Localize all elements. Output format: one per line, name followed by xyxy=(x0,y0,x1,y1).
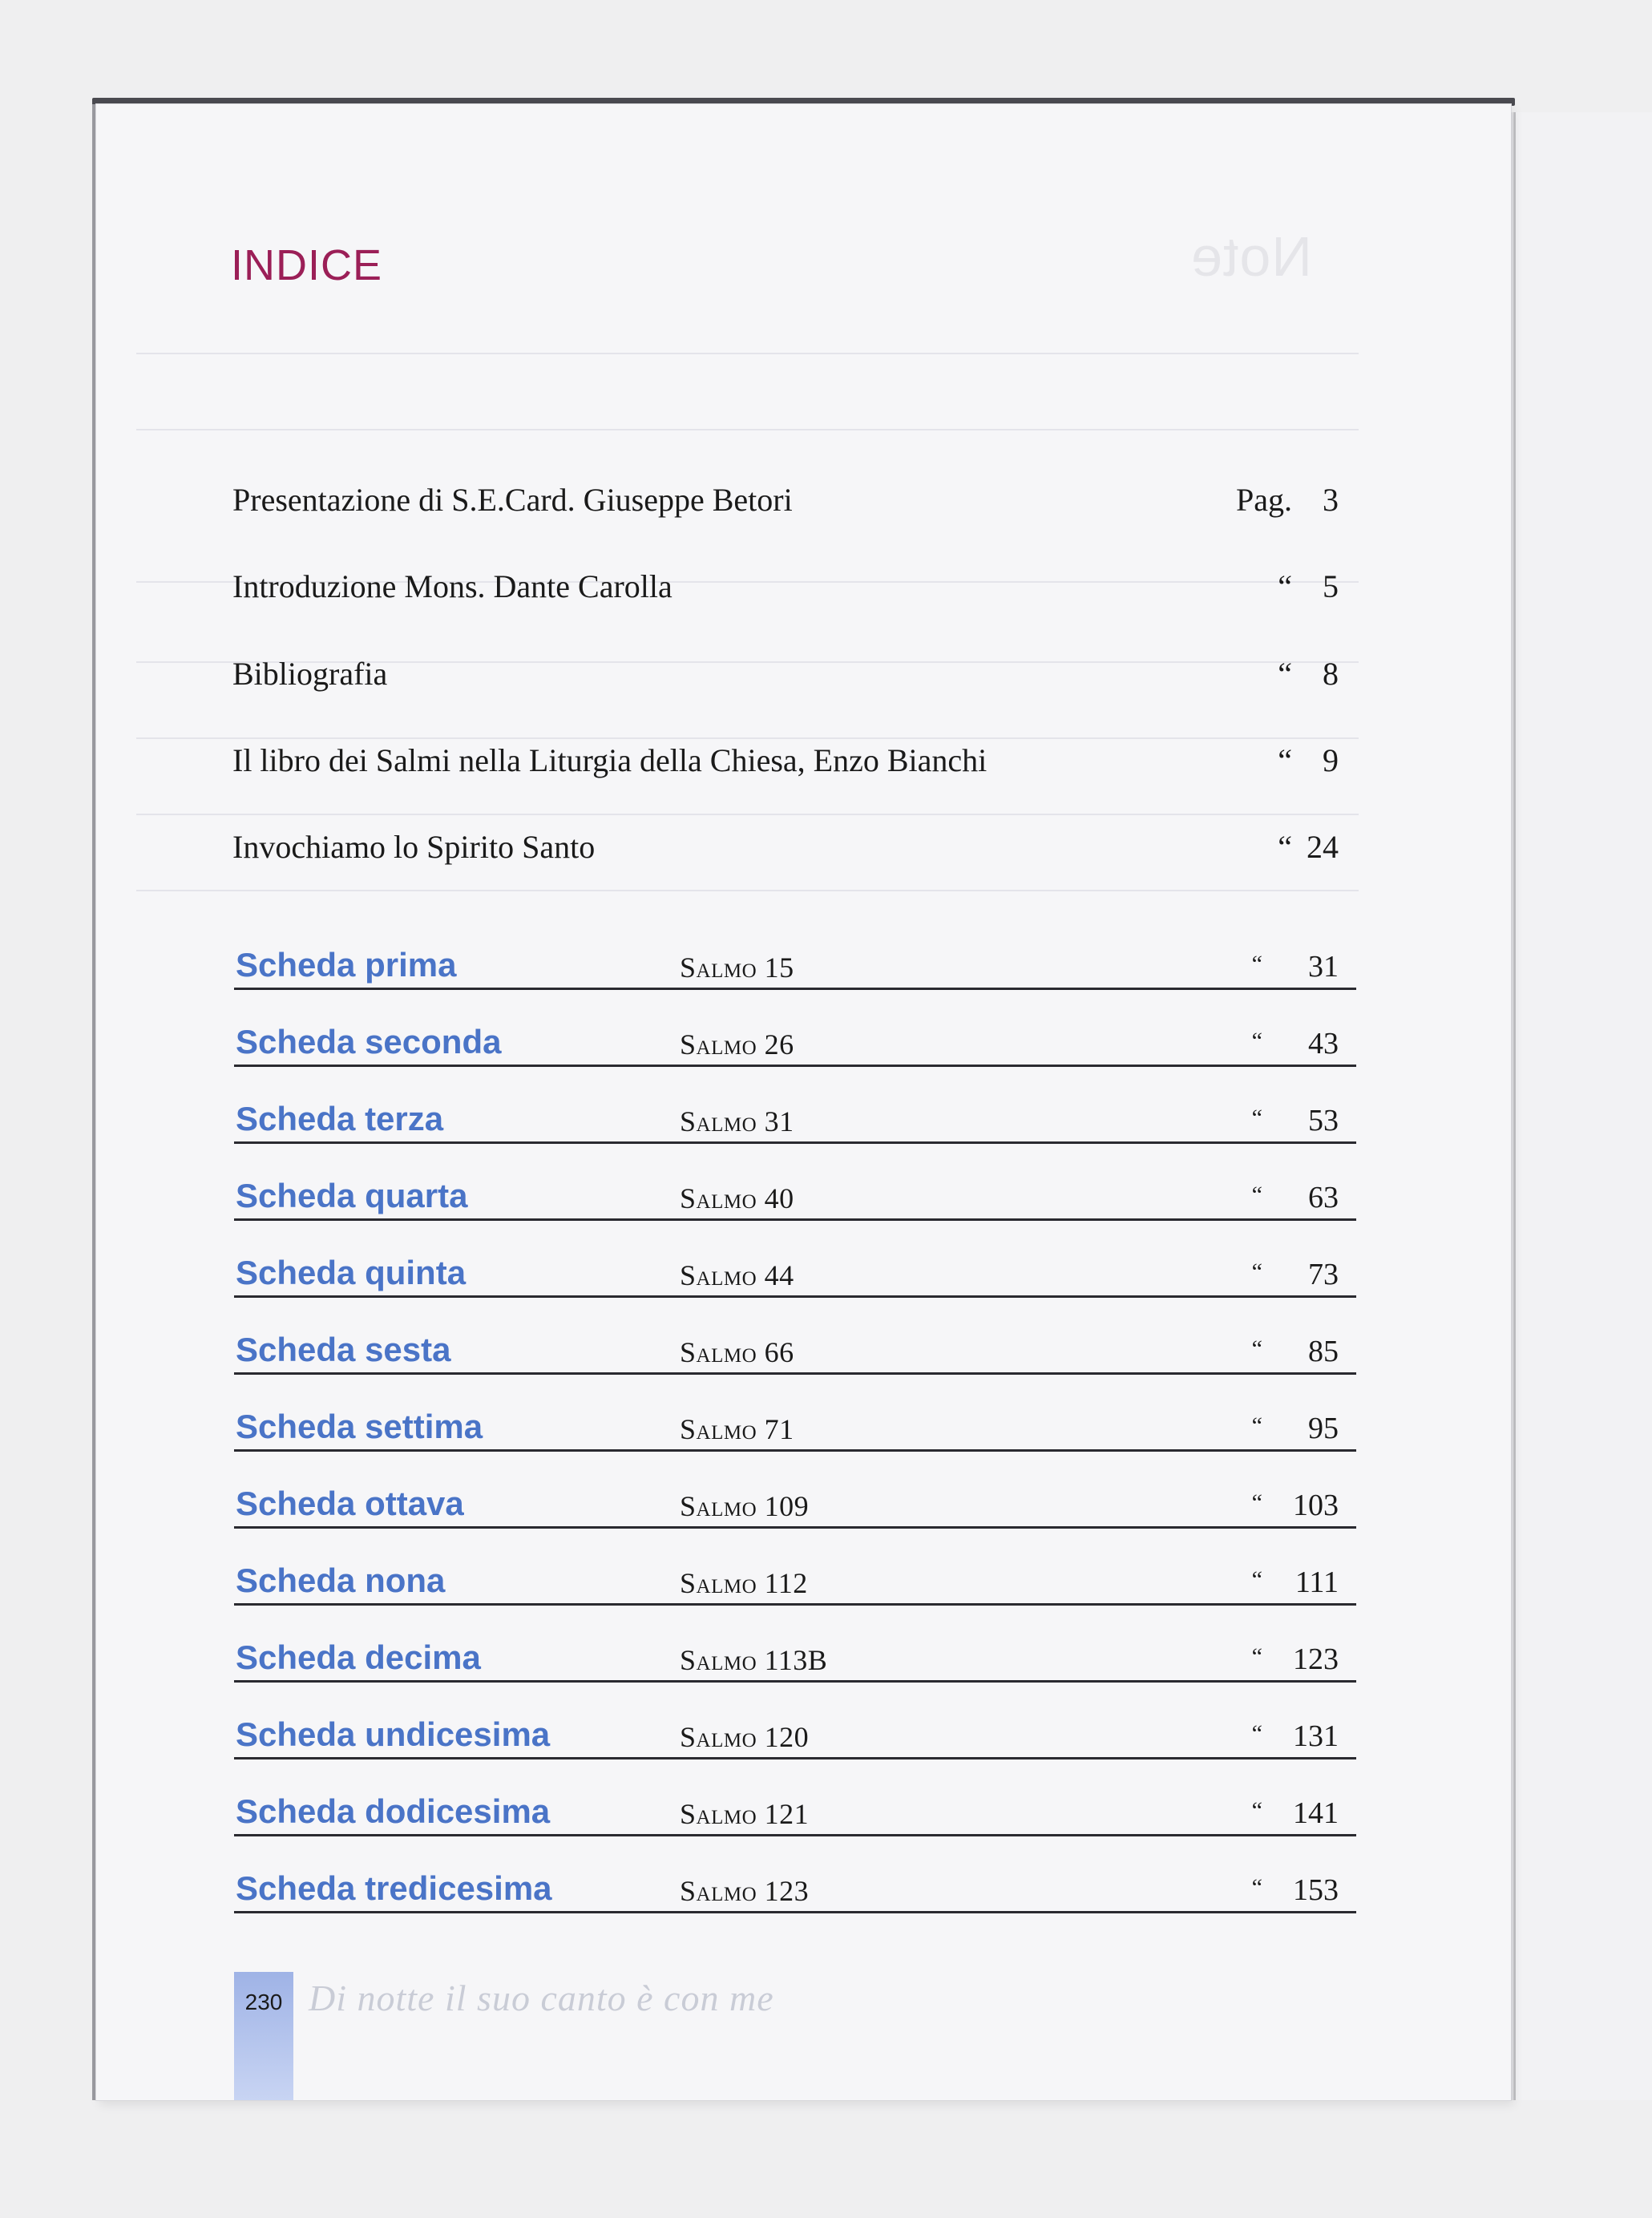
toc-entry-page: 8 xyxy=(1323,656,1339,692)
bleed-through-text: Note xyxy=(1190,225,1312,288)
toc-entry-label: Invochiamo lo Spirito Santo xyxy=(232,829,596,865)
scheda-entry[interactable] xyxy=(234,1863,1356,1913)
salmo-label: Salmo 120 xyxy=(680,1721,810,1753)
page-number: 230 xyxy=(244,1990,283,2014)
toc-entry-prefix: “ xyxy=(1278,829,1292,865)
scheda-label: Scheda quinta xyxy=(236,1254,467,1291)
faint-rule xyxy=(136,429,1359,430)
toc-entry-prefix: “ xyxy=(1278,656,1292,692)
scheda-prefix: “ xyxy=(1251,1489,1262,1516)
scheda-entry[interactable] xyxy=(234,1170,1356,1221)
scheda-entry[interactable] xyxy=(234,1247,1356,1298)
toc-entry[interactable] xyxy=(232,828,1339,876)
salmo-label: Salmo 40 xyxy=(680,1182,794,1214)
scheda-entry[interactable] xyxy=(234,939,1356,990)
salmo-label: Salmo 31 xyxy=(680,1105,794,1137)
toc-entry-page: 3 xyxy=(1323,482,1339,518)
scheda-entry[interactable] xyxy=(234,1709,1356,1759)
scheda-label: Scheda tredicesima xyxy=(236,1869,552,1907)
scheda-prefix: “ xyxy=(1251,1335,1262,1362)
scheda-label: Scheda undicesima xyxy=(236,1715,551,1753)
scheda-page: 111 xyxy=(1295,1566,1339,1599)
scheda-prefix: “ xyxy=(1251,1258,1262,1285)
salmo-label: Salmo 112 xyxy=(680,1567,808,1599)
salmo-label: Salmo 26 xyxy=(680,1028,794,1061)
scheda-label: Scheda nona xyxy=(236,1561,446,1599)
toc-entry-label: Introduzione Mons. Dante Carolla xyxy=(232,568,673,604)
scheda-prefix: “ xyxy=(1251,1182,1262,1208)
toc-entry-page: 5 xyxy=(1323,568,1339,604)
scheda-entry[interactable] xyxy=(234,1093,1356,1144)
salmo-label: Salmo 15 xyxy=(680,951,794,984)
toc-entry-prefix: “ xyxy=(1278,568,1292,604)
scheda-prefix: “ xyxy=(1251,1874,1262,1901)
faint-rule xyxy=(136,353,1359,354)
scheda-entry[interactable] xyxy=(234,1324,1356,1375)
toc-entry-page: 9 xyxy=(1323,742,1339,778)
toc-entry-prefix: “ xyxy=(1278,742,1292,778)
scheda-page: 95 xyxy=(1308,1412,1339,1445)
salmo-label: Salmo 66 xyxy=(680,1336,794,1368)
scheda-label: Scheda prima xyxy=(236,946,457,984)
toc-entry-page: 24 xyxy=(1307,829,1339,865)
scheda-entry[interactable] xyxy=(234,1016,1356,1067)
scheda-page: 43 xyxy=(1308,1027,1339,1061)
toc-entry[interactable] xyxy=(232,568,1339,616)
salmo-label: Salmo 113B xyxy=(680,1644,828,1676)
scheda-label: Scheda ottava xyxy=(236,1485,464,1522)
scheda-label: Scheda quarta xyxy=(236,1177,468,1214)
toc-entry-label: Bibliografia xyxy=(232,656,388,692)
toc-entry-label: Il libro dei Salmi nella Liturgia della Chiesa, Enzo Bianchi xyxy=(232,742,988,778)
salmo-label: Salmo 71 xyxy=(680,1413,794,1445)
scheda-label: Scheda seconda xyxy=(236,1023,502,1061)
toc-entry[interactable] xyxy=(232,655,1339,703)
scheda-prefix: “ xyxy=(1251,1566,1262,1593)
facing-page-edge xyxy=(1513,112,1516,2100)
scheda-prefix: “ xyxy=(1251,1797,1262,1824)
scheda-page: 153 xyxy=(1293,1873,1339,1907)
scheda-page: 31 xyxy=(1308,950,1339,984)
salmo-label: Salmo 121 xyxy=(680,1798,810,1830)
salmo-label: Salmo 44 xyxy=(680,1259,794,1291)
scheda-label: Scheda decima xyxy=(236,1638,481,1676)
scheda-prefix: “ xyxy=(1251,1028,1262,1054)
scheda-prefix: “ xyxy=(1251,951,1262,977)
scheda-page: 123 xyxy=(1293,1642,1339,1676)
scheda-entry[interactable] xyxy=(234,1478,1356,1529)
toc-entry[interactable] xyxy=(232,741,1339,790)
facing-page xyxy=(1511,112,1652,2100)
toc-entry-label: Presentazione di S.E.Card. Giuseppe Betori xyxy=(232,482,793,518)
salmo-label: Salmo 123 xyxy=(680,1875,810,1907)
scheda-label: Scheda sesta xyxy=(236,1331,451,1368)
scheda-label: Scheda settima xyxy=(236,1408,483,1445)
scheda-prefix: “ xyxy=(1251,1105,1262,1131)
scheda-entry[interactable] xyxy=(234,1786,1356,1836)
scheda-page: 73 xyxy=(1308,1258,1339,1291)
scheda-entry[interactable] xyxy=(234,1555,1356,1606)
scheda-entry[interactable] xyxy=(234,1632,1356,1683)
scheda-prefix: “ xyxy=(1251,1412,1262,1439)
scheda-entry[interactable] xyxy=(234,1401,1356,1452)
scheda-label: Scheda dodicesima xyxy=(236,1792,551,1830)
scheda-prefix: “ xyxy=(1251,1643,1262,1670)
scheda-prefix: “ xyxy=(1251,1720,1262,1747)
faint-rule xyxy=(136,814,1359,815)
toc-entry-prefix: Pag. xyxy=(1236,482,1292,518)
toc-entry[interactable] xyxy=(232,481,1339,529)
scheda-page: 53 xyxy=(1308,1104,1339,1137)
page-title: INDICE xyxy=(231,241,383,289)
scheda-page: 131 xyxy=(1293,1719,1339,1753)
scheda-page: 85 xyxy=(1308,1335,1339,1368)
salmo-label: Salmo 109 xyxy=(680,1490,810,1522)
scheda-label: Scheda terza xyxy=(236,1100,444,1137)
running-title: Di notte il suo canto è con me xyxy=(309,1978,774,2018)
scheda-page: 103 xyxy=(1293,1489,1339,1522)
faint-rule xyxy=(136,890,1359,891)
faint-rule xyxy=(136,737,1359,739)
scheda-page: 63 xyxy=(1308,1181,1339,1214)
scheda-page: 141 xyxy=(1293,1796,1339,1830)
